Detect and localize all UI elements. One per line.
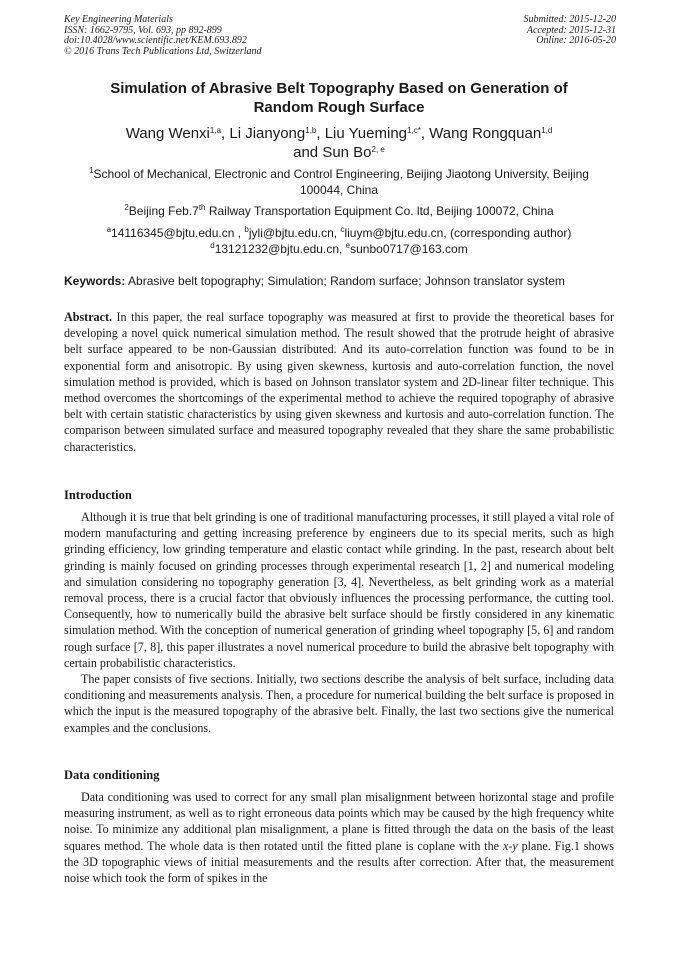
introduction-body bbox=[64, 509, 614, 736]
abstract-label: Abstract. bbox=[64, 310, 113, 324]
author-1: Wang Wenxi bbox=[125, 125, 210, 142]
introduction-heading: Introduction bbox=[64, 488, 132, 502]
data-conditioning-paragraph-1 bbox=[64, 789, 614, 886]
author-3-sup: 1,c* bbox=[407, 126, 421, 135]
author-5-sup: 2, e bbox=[371, 145, 385, 154]
data-conditioning-heading: Data conditioning bbox=[64, 768, 160, 782]
introduction-paragraph-2: The paper consists of five sections. Initially, two sections describe the analysis of belt surface, including data conditioning and measurements analysis. Then, a procedure for numerical building the belt surface is proposed in which the input is the measured topography of the abrasive belt. Finally, the last two sections give the numerical examples and the conclusions. bbox=[64, 672, 614, 735]
affiliation-1-line-2: 100044, China bbox=[299, 183, 379, 197]
author-3: Liu Yueming bbox=[324, 125, 408, 142]
introduction-paragraph-1: Although it is true that belt grinding is one of traditional manufacturing processes, it still played a vital role of modern manufacturing and getting increasing preference by engineers due to its special merits, such as high grinding efficiency, low grinding temperature and elastic contact while grinding. In the past, research about belt grinding is mainly focused on grinding processes through experimental research [1, 2] and numerical modeling and simulation considering no topography generation [3, 4]. Nevertheless, as belt grinding work as a material removal process, there is a crucial factor that obviously influences the processing performance, the cutting tool. Consequently, how to numerically build the abrasive belt surface should be firstly considered in any kinematic simulation method. With the conception of numerical generation of grinding wheel topography [5, 6] and random rough surface [7, 8], this paper illustrates a novel numerical procedure to build the abrasive belt topography with certain probabilistic characteristics. bbox=[64, 510, 614, 670]
publication-dates bbox=[524, 15, 617, 47]
journal-issn: ISSN: 1662-9795, Vol. 693, pp 892-899 bbox=[64, 24, 222, 36]
affiliation-2 bbox=[64, 203, 614, 219]
journal-meta bbox=[64, 15, 262, 57]
author-4-sup: 1,d bbox=[541, 126, 553, 135]
author-emails bbox=[64, 225, 614, 257]
keywords bbox=[64, 273, 620, 289]
abstract-text: In this paper, the real surface topography was measured at first to provide the theoretical bases for developing a novel quick numerical simulation method. The result showed that the protrude height of abrasive belt surface appeared to be non-Gaussian distributed. And its auto-correlation function was found to be in exponential form and anisotropic. By using given skewness, kurtosis and auto-correlation function, the novel simulation method is provided, which is based on Johnson translator system and 2D-linear filter technique. This method overcomes the shortcomings of the experimental method to achieve the required topography of abrasive belt with certain statistic characteristics by using given skewness and kurtosis and auto-correlation function. The comparison between simulated surface and measured topography revealed that they share the same probabilistic characteristics. bbox=[64, 310, 614, 454]
affiliation-1-line-1: School of Mechanical, Electronic and Control Engineering, Beijing Jiaotong University, Beijing bbox=[93, 167, 589, 181]
author-line-1: Wang Wenxi$^{1,a}$, Li Jianyong$^{1,b}$, Liu Yueming$^{1,c*}$, Wang Rongquan$^{1,d}$ bbox=[125, 125, 553, 142]
email-d-sup: d bbox=[210, 241, 215, 250]
email-b[interactable]: jyli@bjtu.edu.cn, bbox=[248, 226, 338, 240]
author-2-sup: 1,b bbox=[305, 126, 317, 135]
email-a[interactable]: 14116345@bjtu.edu.cn , bbox=[111, 226, 242, 240]
title-line-2: Random Rough Surface bbox=[253, 99, 425, 116]
email-c[interactable]: liuym@bjtu.edu.cn, (corresponding author) bbox=[344, 226, 572, 240]
author-line-2 bbox=[64, 143, 614, 162]
affiliation-1 bbox=[64, 166, 614, 198]
xy-plane-term: x-y bbox=[502, 838, 518, 853]
date-accepted: Accepted: 2015-12-31 bbox=[526, 24, 616, 36]
journal-name: Key Engineering Materials bbox=[64, 14, 173, 25]
email-e[interactable]: sunbo0717@163.com bbox=[350, 242, 468, 256]
email-e-sup: e bbox=[345, 241, 351, 250]
email-b-sup: b bbox=[244, 225, 249, 234]
author-2: Li Jianyong bbox=[229, 125, 306, 142]
data-conditioning-text-b: plane. Fig.1 shows the 3D topographic views of initial measurements and the results after correction. After that, the measurement noise which took the form of spikes in the bbox=[64, 838, 615, 886]
journal-doi[interactable]: doi:10.4028/www.scientific.net/KEM.693.892 bbox=[64, 35, 247, 46]
author-4: Wang Rongquan bbox=[429, 125, 542, 142]
date-online: Online: 2016-05-20 bbox=[536, 35, 616, 46]
email-c-sup: c bbox=[340, 225, 345, 234]
author-list bbox=[64, 124, 614, 162]
data-conditioning-body bbox=[64, 789, 614, 886]
email-a-sup: a bbox=[106, 225, 112, 234]
title-line-1: Simulation of Abrasive Belt Topography Based on Generation of bbox=[110, 80, 568, 97]
affiliation-2-post: Railway Transportation Equipment Co. ltd, Beijing 100072, China bbox=[205, 204, 554, 218]
author-5: and Sun Bo bbox=[293, 144, 372, 161]
author-1-sup: 1,a bbox=[209, 126, 222, 135]
affiliation-2-sup: 2 bbox=[124, 203, 129, 212]
affiliation-2-pre: Beijing Feb.7 bbox=[128, 204, 199, 218]
paper-title bbox=[64, 79, 614, 117]
keywords-text: Abrasive belt topography; Simulation; Random surface; Johnson translator system bbox=[128, 274, 565, 288]
affiliation-2-th: th bbox=[198, 203, 206, 212]
email-d[interactable]: 13121232@bjtu.edu.cn, bbox=[214, 242, 343, 256]
abstract bbox=[64, 309, 614, 455]
data-conditioning-text-a: Data conditioning was used to correct for any small plan misalignment between horizontal stage and profile measuring instrument, as well as to right erroneous data points which may be caused by the high frequency white noise. To minimize any additional plan misalignment, a plane is fitted through the data on the basis of the least squares method. The whole data is then rotated until the fitted plane is coplane with the bbox=[64, 790, 614, 853]
date-submitted: Submitted: 2015-12-20 bbox=[523, 14, 616, 25]
journal-copyright: © 2016 Trans Tech Publications Ltd, Switzerland bbox=[64, 45, 262, 57]
keywords-label: Keywords: bbox=[64, 274, 126, 288]
affiliation-1-sup: 1 bbox=[89, 166, 94, 175]
